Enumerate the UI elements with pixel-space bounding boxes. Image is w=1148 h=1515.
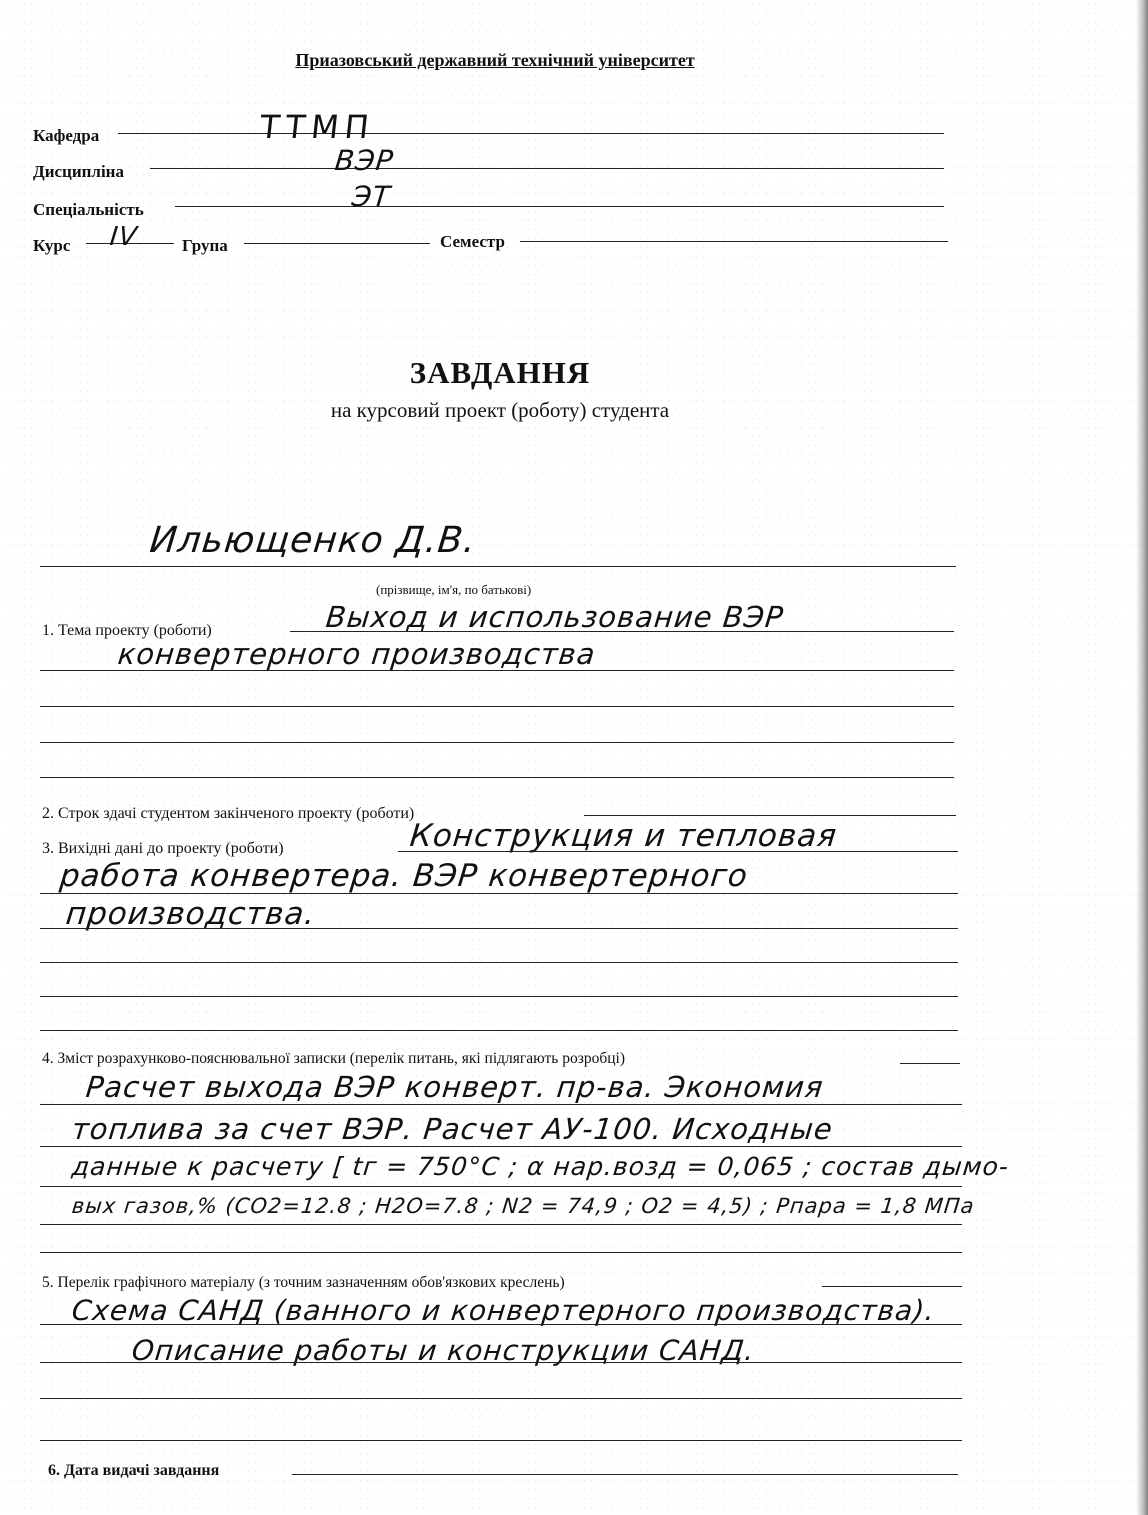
document-title: ЗАВДАННЯ [409,355,591,390]
deadline-label: 2. Строк здачі студентом закінченого проекту (роботи) [42,805,415,822]
discipline-label: Дисципліна [33,162,124,181]
input-rule-1 [398,851,958,852]
student-name-line [40,566,956,567]
input-rule-5 [40,996,958,997]
theme-rule-5 [40,777,954,778]
semester-line [520,241,948,242]
theme-rule-2 [40,670,954,671]
speciality-line [175,206,944,207]
content-line-3: данные к расчету [ tг = 750°C ; α нар.возд = 0,065 ; состав дымо- [70,1152,1011,1181]
content-line-1: Расчет выхода ВЭР конверт. пр-ва. Экономия [84,1070,826,1104]
discipline-line [150,168,944,169]
semester-label: Семестр [440,232,505,251]
content-rule-5 [40,1252,962,1253]
content-rule-4 [40,1224,962,1225]
kafedra-value: ТТМП [258,108,377,146]
graphics-rule-1 [40,1324,962,1325]
theme-label: 1. Тема проекту (роботи) [42,622,212,639]
graphics-rule-0 [822,1286,962,1287]
content-rule-3 [40,1186,962,1187]
speciality-value: ЭТ [350,180,393,213]
kurs-label: Курс [33,236,71,255]
theme-line-2: конвертерного производства [116,637,598,671]
input-rule-3 [40,928,958,929]
theme-rule-1 [290,631,954,632]
content-label: 4. Зміст розрахунково-пояснювальної записки (перелік питань, які підлягають розробці) [42,1050,625,1067]
deadline-rule [584,815,956,816]
content-line-4: вых газов,% (CO2=12.8 ; H2O=7.8 ; N2 = 74,9 ; O2 = 4,5) ; Pпара = 1,8 МПа [70,1194,976,1218]
input-rule-4 [40,962,958,963]
university-name: Приазовський державний технічний університет [295,50,695,70]
student-name: Ильющенко Д.В. [147,520,479,561]
student-name-caption: (прізвище, ім'я, по батькові) [376,582,532,597]
input-data-label: 3. Вихідні дані до проекту (роботи) [42,840,284,857]
graphics-label: 5. Перелік графічного матеріалу (з точним зазначенням обов'язкових креслень) [42,1274,565,1291]
scan-edge-shadow [1136,0,1148,1515]
input-data-line-3: производства. [64,896,318,932]
issue-date-label: 6. Дата видачі завдання [48,1462,220,1479]
content-rule-0 [900,1063,960,1064]
graphics-rule-4 [40,1440,962,1441]
graphics-line-1: Схема САНД (ванного и конвертерного производства). [70,1294,937,1327]
issue-date-rule [292,1474,958,1475]
theme-rule-3 [40,706,954,707]
discipline-value: ВЭР [333,144,396,177]
document-subtitle: на курсовий проект (роботу) студента [330,398,670,422]
theme-rule-4 [40,742,954,743]
content-line-2: топлива за счет ВЭР. Расчет АУ-100. Исходные [70,1112,835,1146]
graphics-rule-3 [40,1398,962,1399]
graphics-line-2: Описание работы и конструкции САНД. [130,1334,757,1367]
theme-line-1: Выход и использование ВЭР [324,600,786,634]
graphics-rule-2 [40,1362,962,1363]
input-data-line-1: Конструкция и тепловая [408,818,839,854]
kurs-value: IV [108,222,140,252]
input-data-line-2: работа конвертера. ВЭР конвертерного [58,858,750,894]
group-label: Група [182,236,228,255]
speciality-label: Спеціальність [33,200,144,219]
content-rule-1 [40,1104,962,1105]
group-line [244,243,430,244]
kafedra-line [118,133,944,134]
input-rule-2 [40,893,958,894]
kafedra-label: Кафедра [33,126,100,145]
input-rule-6 [40,1030,958,1031]
content-rule-2 [40,1146,962,1147]
